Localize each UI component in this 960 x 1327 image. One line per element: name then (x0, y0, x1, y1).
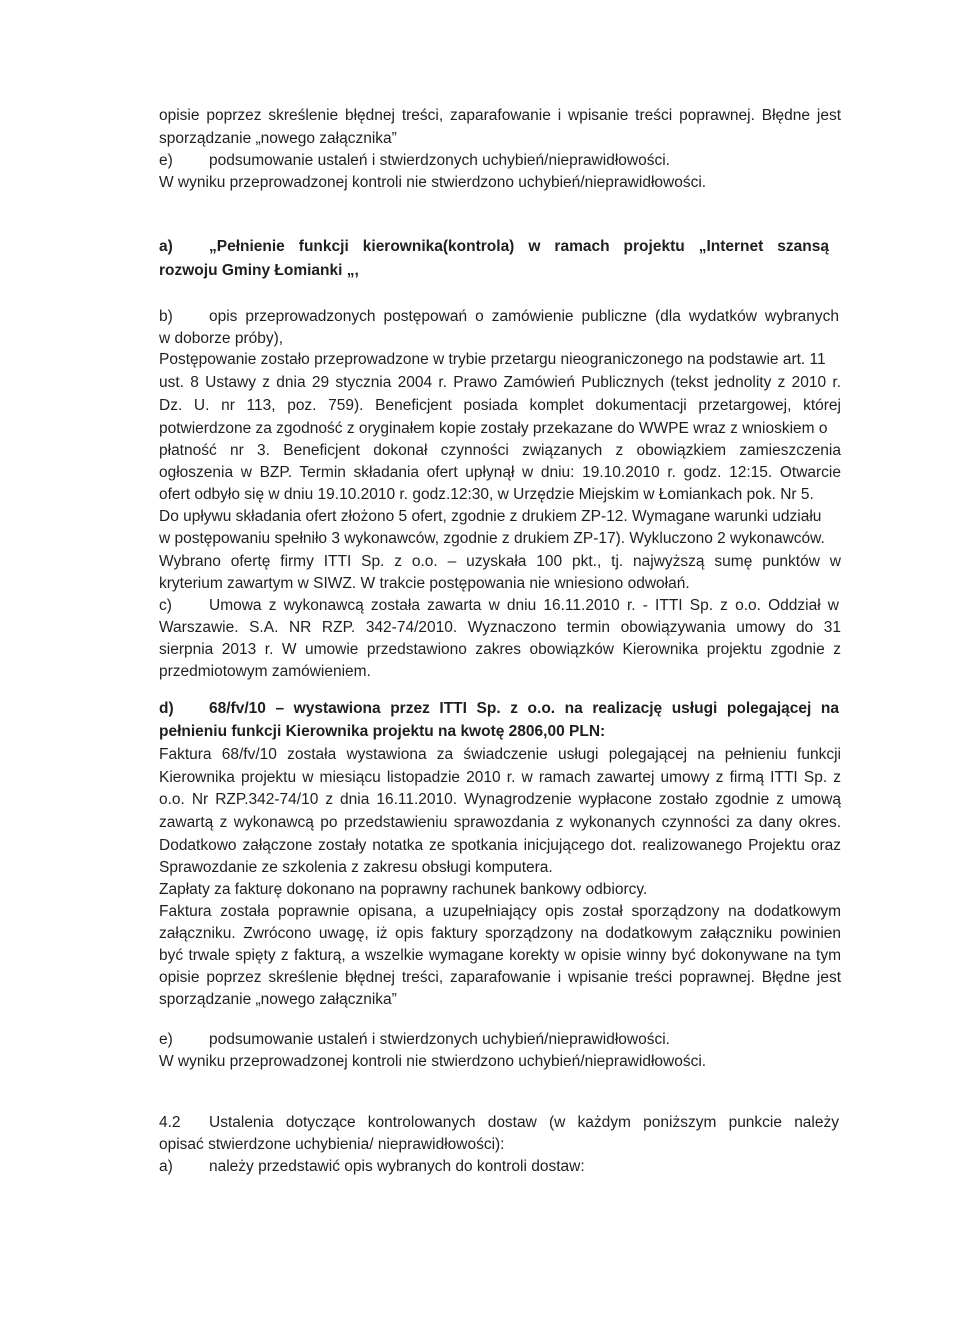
section-number: 4.2 (159, 1114, 181, 1131)
paragraph-line: Faktura 68/fv/10 została wystawiona za świadczenie usługi polegającej na pełnieniu funkcji (159, 746, 841, 763)
section-text: Ustalenia dotyczące kontrolowanych dostaw (w każdym poniższym punkcie należy (209, 1114, 839, 1131)
invoice-heading (159, 699, 841, 719)
paragraph-line: Dodatkowo załączone zostały notatka ze spotkania inicjującego dot. realizowanego Projektu oraz (159, 837, 841, 854)
paragraph-line: sporządzanie „nowego załącznika” (159, 130, 397, 147)
section-4-2 (159, 1113, 841, 1133)
paragraph-line: Do upływu składania ofert złożono 5 ofert, zgodnie z drukiem ZP-12. Wymagane warunki udziału (159, 508, 822, 525)
list-item-text: podsumowanie ustaleń i stwierdzonych uchybień/nieprawidłowości. (209, 152, 670, 169)
paragraph-line: opisie poprzez skreślenie błędnej treści, zaparafowanie i wpisanie treści poprawnej. Błędne jest (159, 969, 841, 986)
list-item-text: podsumowanie ustaleń i stwierdzonych uchybień/nieprawidłowości. (209, 1031, 670, 1048)
invoice-heading-continued: pełnieniu funkcji Kierownika projektu na kwotę 2806,00 PLN: (159, 723, 606, 740)
paragraph-line: Kierownika projektu w miesiącu listopadzie 2010 r. w ramach zawartej umowy z firmą ITTI Sp. z (159, 769, 841, 786)
list-marker: d) (159, 700, 174, 717)
paragraph-line: przedmiotowym zamówieniem. (159, 663, 371, 680)
paragraph-line: sierpnia 2013 r. W umowie przedstawiono zakres obowiązków Kierownika projektu zgodnie z (159, 641, 841, 658)
paragraph-line: ust. 8 Ustawy z dnia 29 stycznia 2004 r. Prawo Zamówień Publicznych (tekst jednolity z 2010 r. (159, 374, 841, 391)
paragraph-line: Faktura została poprawnie opisana, a uzupełniający opis został sporządzony na dodatkowym (159, 903, 841, 920)
paragraph-line: opisać stwierdzone uchybienia/ nieprawidłowości): (159, 1136, 505, 1153)
list-item-e (159, 1030, 841, 1050)
list-item-b (159, 307, 841, 327)
list-item-c (159, 596, 841, 616)
list-marker: e) (159, 1031, 173, 1048)
paragraph-line: Wybrano ofertę firmy ITTI Sp. z o.o. – uzyskała 100 pkt., tj. najwyższą sumę punktów w (159, 553, 841, 570)
list-marker: a) (159, 238, 173, 255)
paragraph-line: potwierdzone za zgodność z oryginałem kopie zostały przekazane do WWPE wraz z wnioskiem o (159, 420, 828, 437)
paragraph-line: Warszawie. S.A. NR RZP. 342-74/2010. Wyznaczono termin obowiązywania umowy do 31 (159, 619, 841, 636)
paragraph-line: być trwale spięty z fakturą, a wszelkie wymagane korekty w opisie winny być dokonywane na tym (159, 947, 841, 964)
paragraph-line: o.o. Nr RZP.342-74/10 z dnia 16.11.2010. Wynagrodzenie wypłacone zostało zgodnie z umową (159, 791, 841, 808)
paragraph-line: sporządzanie „nowego załącznika” (159, 991, 397, 1008)
list-item-text: należy przedstawić opis wybranych do kontroli dostaw: (209, 1158, 585, 1175)
section-heading-continued: rozwoju Gminy Łomianki „, (159, 262, 359, 279)
list-item-a (159, 1157, 841, 1177)
section-heading (159, 237, 841, 257)
paragraph-line: w postępowaniu spełniło 3 wykonawców, zgodnie z drukiem ZP-17). Wykluczono 2 wykonawców. (159, 530, 825, 547)
paragraph-line: płatność nr 3. Beneficjent dokonał czynności związanych z obowiązkiem zamieszczenia (159, 442, 841, 459)
list-marker: a) (159, 1158, 173, 1175)
list-marker: c) (159, 597, 172, 614)
list-item-text: opis przeprowadzonych postępowań o zamówienie publiczne (dla wydatków wybranych (209, 308, 839, 325)
paragraph-line: ogłoszenia w BZP. Termin składania ofert upłynął w dniu: 19.10.2010 r. godz. 12:15. Otwarcie (159, 464, 841, 481)
paragraph-line: w doborze próby), (159, 330, 284, 347)
paragraph-line: Zapłaty za fakturę dokonano na poprawny rachunek bankowy odbiorcy. (159, 881, 648, 898)
paragraph-line: zawartą z wykonawcą po przedstawieniu sprawozdania z wykonanych czynności za dany okres. (159, 814, 841, 831)
heading-text: 68/fv/10 – wystawiona przez ITTI Sp. z o.o. na realizację usługi polegającej na (209, 700, 839, 717)
heading-text: „Pełnienie funkcji kierownika(kontrola) w ramach projektu „Internet szansą (209, 238, 829, 255)
list-item-text: Umowa z wykonawcą została zawarta w dniu 16.11.2010 r. - ITTI Sp. z o.o. Oddział w (209, 597, 839, 614)
list-item-e (159, 151, 841, 171)
paragraph-line: ofert odbyło się w dniu 19.10.2010 r. godz.12:30, w Urzędzie Miejskim w Łomiankach pok. Nr 5. (159, 486, 814, 503)
paragraph-line: opisie poprzez skreślenie błędnej treści, zaparafowanie i wpisanie treści poprawnej. Błędne jest (159, 107, 841, 124)
list-marker: e) (159, 152, 173, 169)
paragraph-line: Dz. U. nr 113, poz. 759). Beneficjent posiada komplet dokumentacji przetargowej, której (159, 397, 841, 414)
paragraph-line: W wyniku przeprowadzonej kontroli nie stwierdzono uchybień/nieprawidłowości. (159, 1053, 707, 1070)
paragraph-line: załączniku. Zwrócono uwagę, iż opis faktury sporządzony na dodatkowym załączniku powinien (159, 925, 841, 942)
paragraph-line: Postępowanie zostało przeprowadzone w trybie przetargu nieograniczonego na podstawie art. 11 (159, 351, 826, 368)
paragraph-line: Sprawozdanie ze szkolenia z zakresu obsługi komputera. (159, 859, 553, 876)
paragraph-line: W wyniku przeprowadzonej kontroli nie stwierdzono uchybień/nieprawidłowości. (159, 174, 707, 191)
list-marker: b) (159, 308, 173, 325)
paragraph-line: kryterium zawartym w SIWZ. W trakcie postępowania nie wniesiono odwołań. (159, 575, 690, 592)
